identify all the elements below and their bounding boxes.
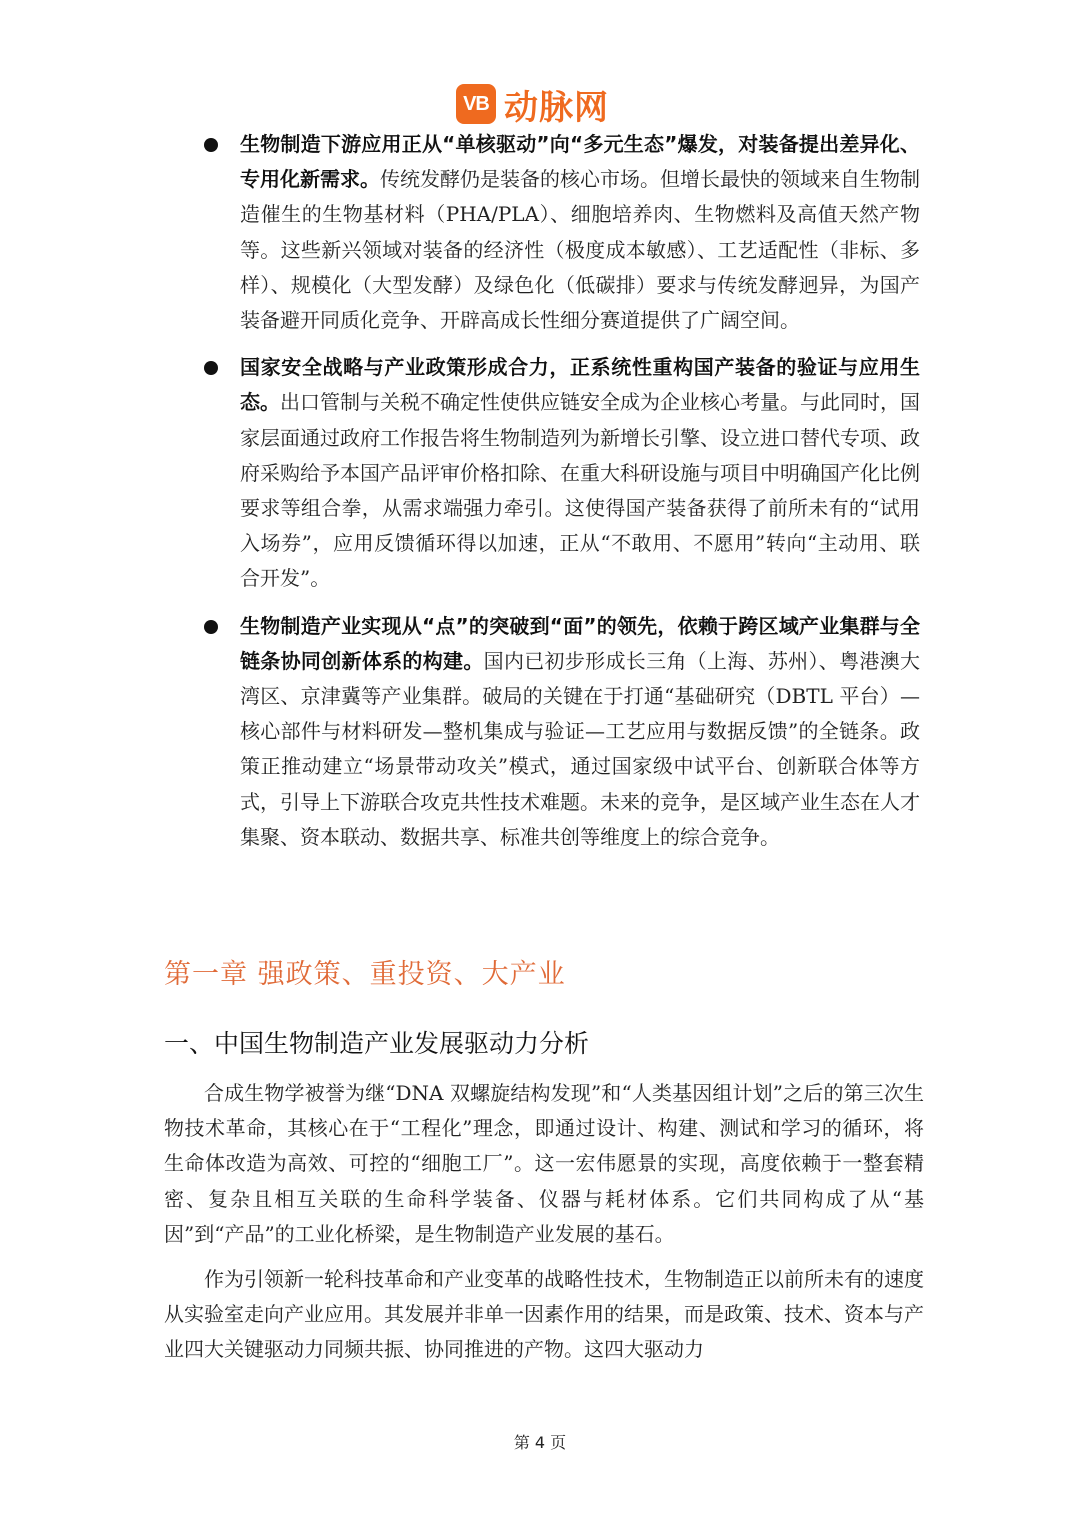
section-heading: 一、中国生物制造产业发展驱动力分析 bbox=[164, 1029, 590, 1058]
body-text bbox=[164, 1076, 924, 1378]
page-number: 第 4 页 bbox=[513, 1433, 567, 1452]
bullet-body: 传统发酵仍是装备的核心市场。但增长最快的领域来自生物制造催生的生物基材料（PHA/PLA）、细胞培养肉、生物燃料及高值天然产物等。这些新兴领域对装备的经济性（极度成本敏感）、工艺适配性（非标、多样）、规模化（大型发酵）及绿色化（低碳排）要求与传统发酵迥异，为国产装备避开同质化竞争、开辟高成长性细分赛道提供了广阔空间。 bbox=[240, 167, 920, 333]
list-item bbox=[200, 350, 940, 596]
bullet-icon bbox=[200, 609, 240, 855]
bullet-body: 出口管制与关税不确定性使供应链安全成为企业核心考量。与此同时，国家层面通过政府工作报告将生物制造列为新增长引擎、设立进口替代专项、政府采购给予本国产品评审价格扣除、在重大科研设施与项目中明确国产化比例要求等组合拳，从需求端强力牵引。这使得国产装备获得了前所未有的“试用入场券”，应用反馈循环得以加速，正从“不敢用、不愿用”转向“主动用、联合开发”。 bbox=[240, 390, 920, 591]
bullet-bold-lead: 国家安全战略与产业政策形成合力，正系统性重构国产装备的验证与应用生态。 bbox=[240, 355, 920, 415]
list-item bbox=[200, 609, 940, 855]
bullet-text bbox=[240, 127, 920, 338]
bullet-bold-lead: 生物制造产业实现从“点”的突破到“面”的领先，依赖于跨区域产业集群与全链条协同创新体系的构建。 bbox=[240, 613, 920, 673]
bullet-body: 国内已初步形成长三角（上海、苏州）、粤港澳大湾区、京津冀等产业集群。破局的关键在于打通“基础研究（DBTL 平台）—核心部件与材料研发—整机集成与验证—工艺应用与数据反馈”的全链条。政策正推动建立“场景带动攻关”模式，通过国家级中试平台、创新联合体等方式，引导上下游联合攻克共性技术难题。未来的竞争，是区域产业生态在人才集聚、资本联动、数据共享、标准共创等维度上的综合竞争。 bbox=[240, 648, 921, 849]
bullet-text bbox=[240, 350, 920, 596]
bullet-bold-lead: 生物制造下游应用正从“单核驱动”向“多元生态”爆发，对装备提出差异化、专用化新需求。 bbox=[240, 132, 920, 192]
key-findings-list bbox=[200, 127, 940, 867]
chapter-heading: 第一章 强政策、重投资、大产业 bbox=[164, 959, 566, 990]
list-item bbox=[200, 127, 940, 338]
paragraph: 作为引领新一轮科技革命和产业变革的战略性技术，生物制造正以前所未有的速度从实验室走向产业应用。其发展并非单一因素作用的结果，而是政策、技术、资本与产业四大关键驱动力同频共振、协同推进的产物。这四大驱动力 bbox=[164, 1267, 924, 1362]
logo-mark-icon: VB bbox=[456, 84, 496, 124]
paragraph: 合成生物学被誉为继“DNA 双螺旋结构发现”和“人类基因组计划”之后的第三次生物技术革命，其核心在于“工程化”理念，即通过设计、构建、测试和学习的循环，将生命体改造为高效、可控的“细胞工厂”。这一宏伟愿景的实现，高度依赖于一整套精密、复杂且相互关联的生命科学装备、仪器与耗材体系。它们共同构成了从“基因”到“产品”的工业化桥梁，是生物制造产业发展的基石。 bbox=[164, 1081, 924, 1246]
brand-logo bbox=[456, 82, 609, 126]
bullet-icon bbox=[200, 350, 240, 596]
logo-text: 动脉网 bbox=[504, 87, 609, 128]
bullet-icon bbox=[200, 127, 240, 338]
bullet-text bbox=[240, 609, 920, 855]
